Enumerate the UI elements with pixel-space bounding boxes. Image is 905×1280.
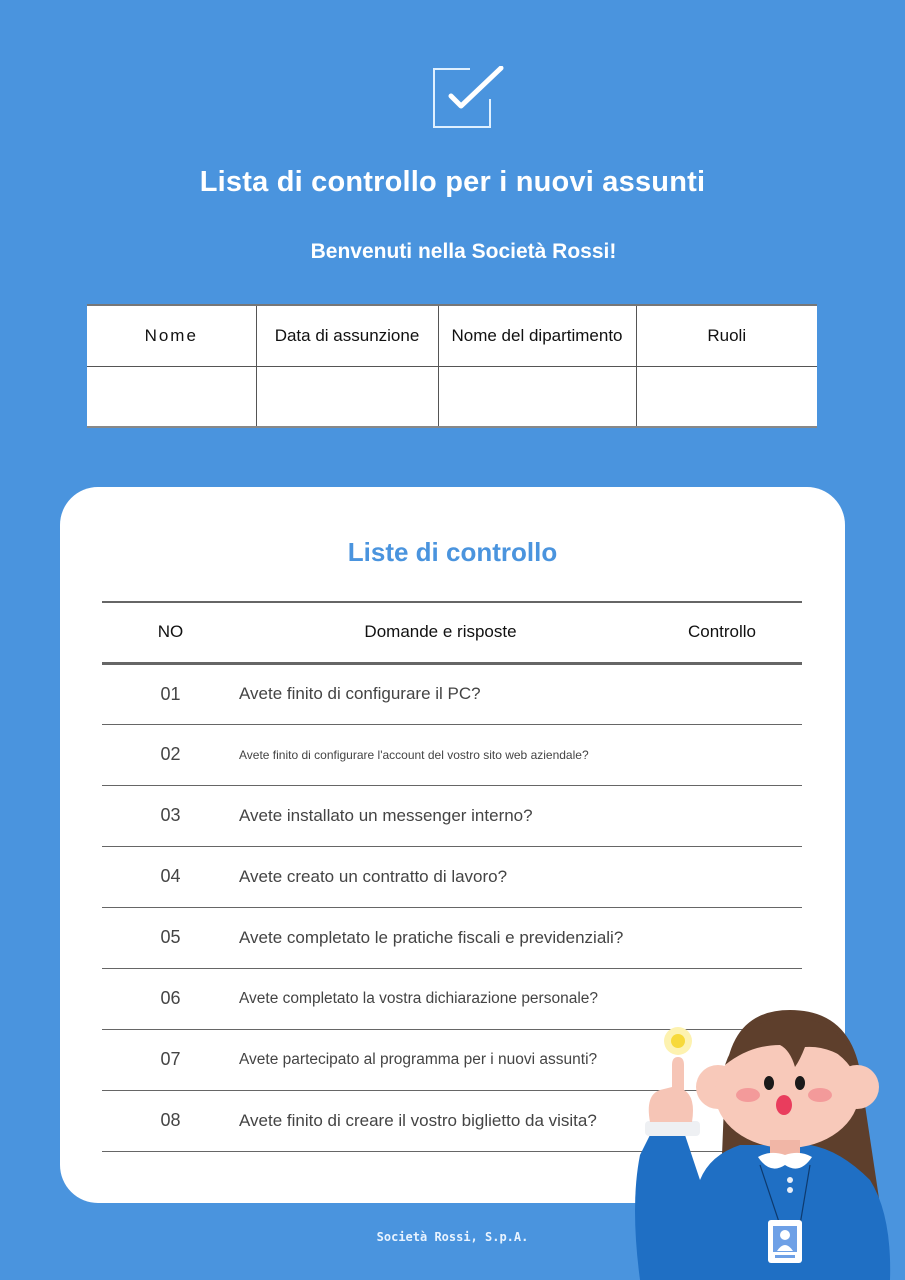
row-number: 03 [102, 785, 239, 846]
col-dipartimento: Nome del dipartimento [438, 305, 636, 366]
checklist-row [102, 724, 802, 785]
row-check-cell[interactable] [642, 907, 802, 968]
row-question: Avete finito di configurare l'account del vostro sito web aziendale? [239, 724, 642, 785]
row-check-cell[interactable] [642, 724, 802, 785]
company-footer: Società Rossi, S.p.A. [376, 1230, 529, 1244]
page-subtitle [0, 240, 905, 264]
checklist-row [102, 907, 802, 968]
nome-field[interactable] [87, 366, 256, 427]
row-number: 07 [102, 1029, 239, 1090]
checklist-row [102, 846, 802, 907]
employee-info-table [87, 304, 817, 428]
row-number: 08 [102, 1090, 239, 1151]
row-number: 04 [102, 846, 239, 907]
row-question: Avete completato le pratiche fiscali e previdenziali? [239, 907, 642, 968]
col-no: NO [102, 602, 239, 663]
col-controllo: Controllo [642, 602, 802, 663]
row-question: Avete completato la vostra dichiarazione personale? [239, 968, 642, 1029]
ruoli-field[interactable] [636, 366, 817, 427]
info-value-row [87, 366, 817, 427]
subtitle-text: Benvenuti nella Società Rossi! [310, 240, 617, 263]
row-question: Avete finito di configurare il PC? [239, 663, 642, 724]
checklist-row [102, 663, 802, 724]
row-number: 05 [102, 907, 239, 968]
page-title: Lista di controllo per i nuovi assunti [199, 166, 706, 198]
row-number: 02 [102, 724, 239, 785]
data-assunzione-field[interactable] [256, 366, 438, 427]
row-question: Avete partecipato al programma per i nuovi assunti? [239, 1029, 642, 1090]
checkbox-check-icon [431, 66, 507, 130]
col-nome: Nome [87, 305, 256, 366]
row-number: 01 [102, 663, 239, 724]
row-check-cell[interactable] [642, 663, 802, 724]
row-question: Avete creato un contratto di lavoro? [239, 846, 642, 907]
col-ruoli: Ruoli [636, 305, 817, 366]
info-header-row [87, 305, 817, 366]
dipartimento-field[interactable] [438, 366, 636, 427]
row-number: 06 [102, 968, 239, 1029]
checklist-title: Liste di controllo [347, 537, 558, 567]
row-check-cell[interactable] [642, 785, 802, 846]
col-domande: Domande e risposte [239, 602, 642, 663]
row-question: Avete installato un messenger interno? [239, 785, 642, 846]
checklist-header-row [102, 602, 802, 663]
checklist-row [102, 785, 802, 846]
row-question: Avete finito di creare il vostro biglietto da visita? [239, 1090, 642, 1151]
row-check-cell[interactable] [642, 846, 802, 907]
col-data-assunzione: Data di assunzione [256, 305, 438, 366]
